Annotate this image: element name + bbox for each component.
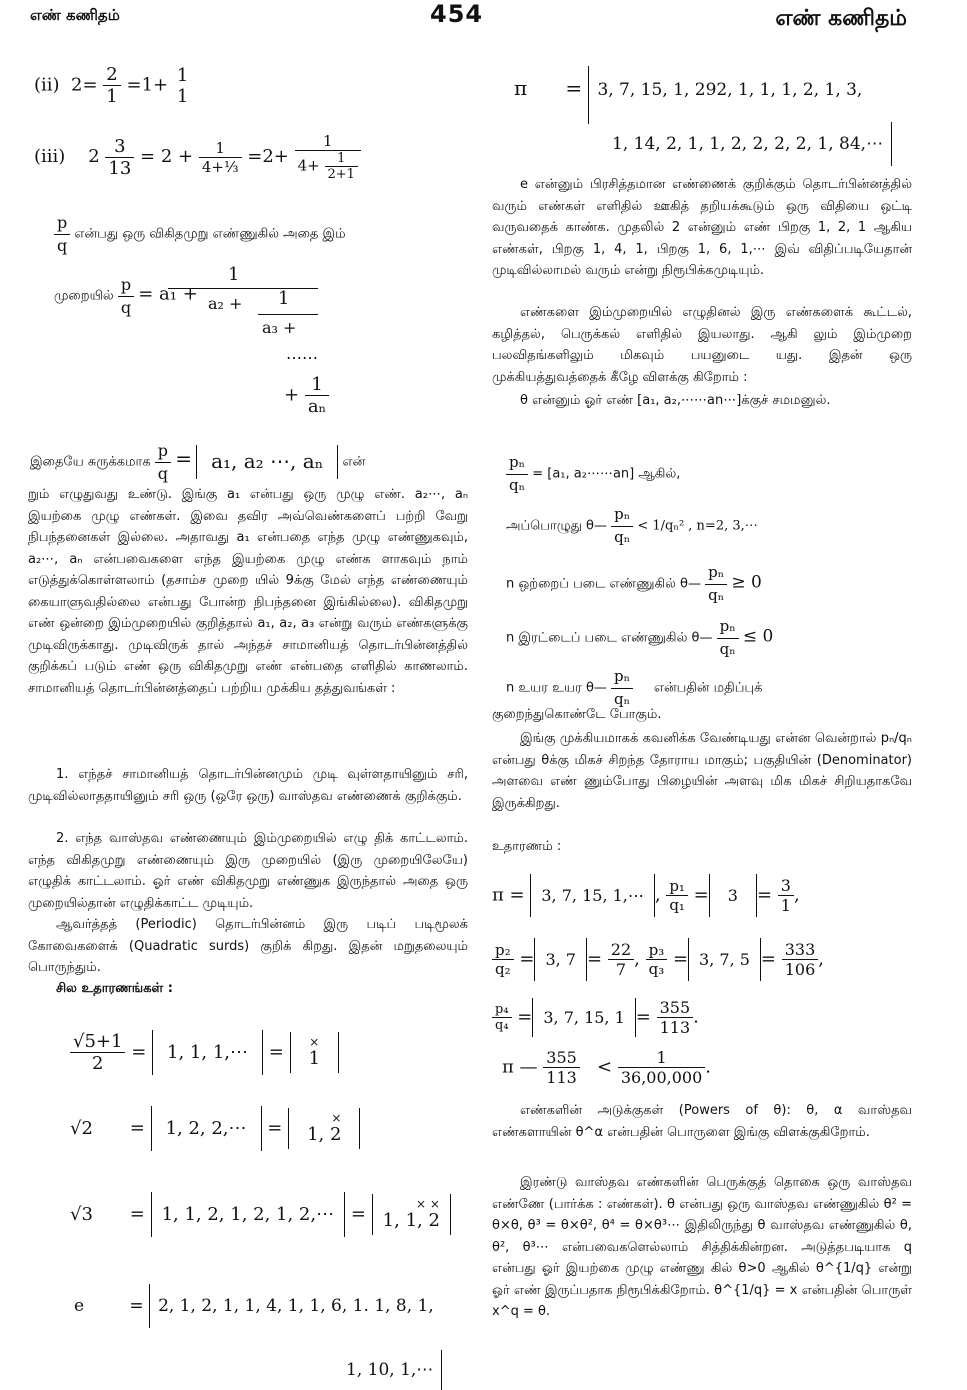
bracket: × 1, 2 [288, 1108, 360, 1149]
example-e: e = 2, 1, 2, 1, 1, 4, 1, 1, 6, 1. 1, 8, 1, [74, 1284, 442, 1328]
fraction: $\frac{1}{36,00,000}$ [618, 1048, 705, 1087]
running-header-left: எண் கணிதம் [30, 6, 120, 24]
cf-a1: = a₁ + [138, 283, 198, 305]
text: முறையில் [54, 288, 114, 304]
text: என்பதின் மதிப்புக் [653, 680, 763, 696]
para-periodic: ஆவர்த்தத் (Periodic) தொடர்பின்னம் இரு படிப் படிமூலக் கோவைகளைக் (Quadratic surds) குறிக் கிறது. இதன் மறுதலையும் பொருந்தும். [28, 917, 468, 975]
pi-expansion: π = 3, 7, 15, 1, 292, 1, 1, 1, 2, 1, 3, [514, 66, 870, 124]
bracket: 3, 7, 5 [688, 938, 761, 981]
fraction: $\frac{1}{\text{4+⅓}}$ [199, 139, 242, 176]
para-best-approx: இங்கு முக்கியமாகக் கவனிக்க வேண்டியது என்ன வென்றால் pₙ/qₙ என்பது θக்கு மிகச் சிறந்த தோராய மாகும்; பகுதியின் (Denominator) அளவை எண் ணும்போது பிழையின் அளவு மிக மிகச் சிறியதாகவே இருக்கிறது. [492, 731, 912, 811]
cf-a2: a₂ + [208, 294, 243, 313]
page-number: 454 [430, 0, 484, 28]
short-notation: இதையே சுருக்கமாக $\frac{p}{q}$ = a₁, a₂ ⋯, aₙ என் [30, 441, 366, 483]
p2-over-q2: $\frac{\text{p₂}}{\text{q₂}}$ [492, 941, 514, 978]
pi: π [514, 76, 528, 100]
bracket: a₁, a₂ ⋯, aₙ [196, 445, 338, 479]
pn-over-qn: $\frac{\text{pₙ}}{\text{qₙ}}$ [717, 616, 739, 660]
para-real-products: இரண்டு வாஸ்தவ எண்களின் பெருக்குத் தொகை ஒரு வாஸ்தவ எண்ணே (பார்க்க : எண்கள்). θ என்பது ஒரு வாஸ்தவ எண்ணுகில் θ² = θ×θ, θ³ = θ×θ², θ⁴ = θ×θ³⋯ இதிலிருந்து θ வாஸ்தவ எண்ணுகில் θ, θ², θ³⋯ என்பவைகளெல்லாம் சித்திக்கின்றன. அடுத்தபடியாக q என்பது ஓர் இயற்கை முழு எண்ணு கில் θ>0 ஆகில் θ^{1/q} என்று ஓர் எண் இருப்பதாக நிரூபிக்கிறோம். θ^{1/q} = x என்பதின் பொருள் x^q = θ. [492, 1175, 912, 1319]
plus: + [284, 384, 300, 406]
pn-over-qn: $\frac{\text{pₙ}}{\text{qₙ}}$ [611, 504, 633, 548]
cf-a3: a₃ + [262, 318, 297, 337]
inequality: < 1/qₙ² , n=2, 3,⋯ [637, 518, 758, 534]
p-over-q-line [54, 212, 474, 256]
p4-over-q4: $\frac{\text{p₄}}{\text{q₄}}$ [492, 1002, 512, 1033]
example-pi-2-3: $\frac{\text{p₂}}{\text{q₂}}$ = 3, 7 = $\frac{22}{7}$ , $\frac{\text{p₃}}{\text{q₃}}$ = 3, 7, 5 = $\frac{333}{106}$ , [492, 938, 824, 981]
fraction: 1 1 [176, 64, 189, 107]
text: n உயர உயர θ— [506, 680, 607, 696]
lhs-int: 2 [88, 146, 100, 167]
example-pi-1: π = 3, 7, 15, 1,⋯ , $\frac{\text{p₁}}{\text{q₁}}$ = 3 = $\frac{3}{1}$ , [492, 876, 800, 915]
p-over-q: $\frac{p}{q}$ [54, 212, 70, 256]
example-ii [34, 64, 191, 107]
para-e-pattern: e என்னும் பிரசித்தமான எண்ணைக் குறிக்கும் தொடர்பின்னத்தில் வரும் எண்கள் எளிதில் ஊகித் தறியக்கூடும் ஒரு விதியை ஒட்டி வருவதைக் காண்க. முதலில் 2 என்னும் எண் பிறகு 1, 2, 1 ஆகிய எண்கள், பிறகு 1, 4, 1, பிறகு 1, 6, 1,⋯ இவ் விதிப்படியேதான் முடிவில்லாமல் வரும் என்று நிரூபிக்கமுடியும். [492, 177, 912, 278]
fraction: $\frac{3}{13}$ [105, 136, 134, 179]
bracket: 3, 7, 15, 1,⋯ [530, 874, 655, 917]
example-e-cont [338, 1350, 442, 1390]
bracket: × 1 [290, 1032, 339, 1073]
p3-over-q3: $\frac{\text{p₃}}{\text{q₃}}$ [646, 941, 668, 978]
text: n இரட்டைப் படை எண்ணுகில் θ— [506, 630, 713, 646]
fraction: $\frac{355}{113}$ [543, 1048, 580, 1087]
p-over-q: $\frac{p}{q}$ [155, 440, 171, 484]
pn-line [506, 452, 680, 496]
pn-over-qn: $\frac{\text{pₙ}}{\text{qₙ}}$ [611, 666, 633, 710]
example-label: (iii) [34, 146, 66, 167]
bracket: 3, 7 [534, 938, 587, 981]
odd-line [506, 562, 762, 606]
even-line [506, 616, 773, 660]
text: n ஒற்றைப் படை எண்ணுகில் θ— [506, 576, 701, 592]
cf-one-1: 1 [228, 264, 240, 285]
example-title: உதாரணம் : [492, 839, 562, 854]
text: இதையே சுருக்கமாக [30, 454, 151, 470]
lhs: 2 [71, 74, 83, 96]
end: =2+ [247, 146, 289, 167]
inequality: ≤ 0 [742, 626, 774, 647]
bracket: 3 [709, 874, 757, 917]
para-powers: எண்களின் அடுக்குகள் (Powers of θ): θ, α வாஸ்தவ எண்களாயின் θ^α என்பதின் பொருளை இங்கு விளக்குகிறோம். [492, 1103, 912, 1140]
bracket: × × 1, 1, 2 [372, 1194, 451, 1235]
bracket-open: 2, 1, 2, 1, 1, 4, 1, 1, 6, 1. 1, 8, 1, [149, 1284, 442, 1328]
para-definitions: றும் எழுதுவது உண்டு. இங்கு a₁ என்பது ஒரு முழு எண். a₂⋯, aₙ இயற்கை முழு எண்கள். இவை தவிர அவ்வெண்களைப் பற்றி வேறு நிபந்தனைகள் இல்லை. அதாவது a₁ என்பதை எந்த முழு எண்ணுகவும், a₂⋯, aₙ என்பவைகளை எந்த இயற்கை முழு எண்க ளாகவும் நாம் எடுத்துக்கொள்ளலாம் (தசாம்ச முறை யில் 9க்கு மேல் எந்த எண்ணையும் கையாளுவதில்லை என்பது போன்ற நிபந்தனை இங்கில்லை). விகிதமுறு எண் ஒன்றை இம்முறையில் குறித்தால் a₁, a₂, a₃ என்று வரும் எண்களுக்கு முடிவிருக்காது. முடிவிருக் தால் அந்தச் சாமானியத் தொடர்பின்னத்தில் குறிக்கப் படும் எண் ஒரு விகிதமுறு எண் என்பதை எளிதில் காணலாம். சாமானியத் தொடர்பின்னத்தைப் பற்றிய முக்கிய தத்துவங்கள் : [28, 487, 468, 696]
bracket: 1, 2, 2,⋯ [151, 1106, 262, 1151]
example-sqrt2: √2 = 1, 2, 2,⋯ = × 1, 2 [70, 1106, 360, 1151]
para-principle-2: 2. எந்த வாஸ்தவ எண்ணையும் இம்முறையில் எழு திக் காட்டலாம். எந்த விகிதமுறு எண்ணையும் இரு முறையில் (இரு முறையிலேயே) எழுதிக் காட்டலாம். ஓர் எண் விகிதமுறு எண்ணுக இருந்தால் அதை ஒரு முறையில்தான் எழுதிக்காட்ட முடியும். [28, 831, 468, 911]
bracket: 3, 7, 15, 1 [532, 998, 635, 1037]
para-principle-1: 1. எந்தச் சாமானியத் தொடர்பின்னமும் முடி வுள்ளதாயினும் சரி, முடிவில்லாததாயினும் சரி ஒரு (ஒரே ஒரு) வாஸ்தவ எண்ணைக் குறிக்கும். [28, 767, 468, 804]
example-iii [34, 132, 361, 182]
running-header-right: எண் கணிதம் [775, 6, 907, 31]
fraction: $\frac{√5+1}{2}$ [70, 1031, 125, 1074]
example-golden: $\frac{√5+1}{2}$ = 1, 1, 1,⋯ = × 1 [70, 1030, 339, 1075]
fraction: $\frac{3}{1}$ [778, 876, 794, 915]
grow-line-2: குறைந்துகொண்டே போகும். [492, 707, 662, 722]
fraction: $\frac{333}{106}$ [782, 940, 819, 979]
p1-over-q1: $\frac{\text{p₁}}{\text{q₁}}$ [666, 877, 688, 914]
pn-over-qn: $\frac{\text{pₙ}}{\text{qₙ}}$ [506, 452, 528, 496]
pi-expansion-cont [604, 122, 892, 166]
fraction: $\frac{1}{\text{aₙ}}$ [305, 374, 330, 417]
cf-dots: …… [286, 344, 318, 363]
inequality: ≥ 0 [731, 572, 762, 593]
fraction: $\frac{2}{1}$ [103, 64, 120, 107]
cf-last [284, 374, 329, 417]
cf-one-2: 1 [278, 288, 290, 309]
pn-over-qn: $\frac{\text{pₙ}}{\text{qₙ}}$ [705, 562, 727, 606]
example-label: (ii) [34, 74, 60, 96]
bracket: 1, 1, 1,⋯ [152, 1030, 263, 1075]
theta-line: θ என்னும் ஓர் எண் [a₁, a₂,⋯⋯an⋯]க்குச் சமமனுல். [520, 393, 831, 408]
nested-fraction: 1 4+ $\frac{1}{2+1}$ [295, 132, 361, 182]
then-line [506, 504, 758, 548]
continued-fraction [54, 274, 198, 318]
bracket-close: 1, 14, 2, 1, 1, 2, 2, 2, 2, 1, 84,⋯ [604, 122, 892, 166]
example-pi-error: π — $\frac{355}{113}$ < $\frac{1}{36,00,000}$ . [502, 1048, 712, 1087]
bracket-close: 1, 10, 1,⋯ [338, 1350, 442, 1390]
cf-bar-2 [258, 314, 318, 315]
fraction: $\frac{355}{113}$ [657, 998, 694, 1037]
cf-bar-1 [168, 288, 318, 289]
p-over-q: $\frac{p}{q}$ [118, 274, 134, 318]
para-usefulness: எண்களை இம்முறையில் எழுதினல் இரு எண்களைக் கூட்டல், கழித்தல், பெருக்கல் எளிதில் இயலாது. ஆகி லும் இம்முறை பலவிதங்களிலும் மிகவும் பயனுடை யது. இதன் ஒரு முக்கியத்துவத்தைக் கீழே விளக்கு கிறோம் : [492, 305, 912, 385]
eq: = [82, 74, 98, 96]
example-pi-4: $\frac{\text{p₄}}{\text{q₄}}$ = 3, 7, 15, 1 = $\frac{355}{113}$ . [492, 998, 699, 1037]
example-sqrt3: √3 = 1, 1, 2, 1, 2, 1, 2,⋯ = × × 1, 1, 2 [70, 1192, 451, 1237]
rhs: =1+ [126, 74, 169, 96]
text: அப்பொழுது θ— [506, 518, 607, 534]
mid: = 2 + [140, 146, 194, 167]
text: என் [342, 454, 366, 470]
bracket-open: 3, 7, 15, 1, 292, 1, 1, 1, 2, 1, 3, [588, 66, 870, 124]
fraction: $\frac{22}{7}$ [608, 940, 634, 979]
bracket: 1, 1, 2, 1, 2, 1, 2,⋯ [151, 1192, 346, 1237]
examples-title: சில உதாரணங்கள் : [56, 981, 173, 996]
text: = [a₁, a₂⋯⋯an] ஆகில், [532, 466, 681, 482]
text: என்பது ஒரு விகிதமுறு எண்ணுகில் அதை இம் [74, 226, 346, 242]
